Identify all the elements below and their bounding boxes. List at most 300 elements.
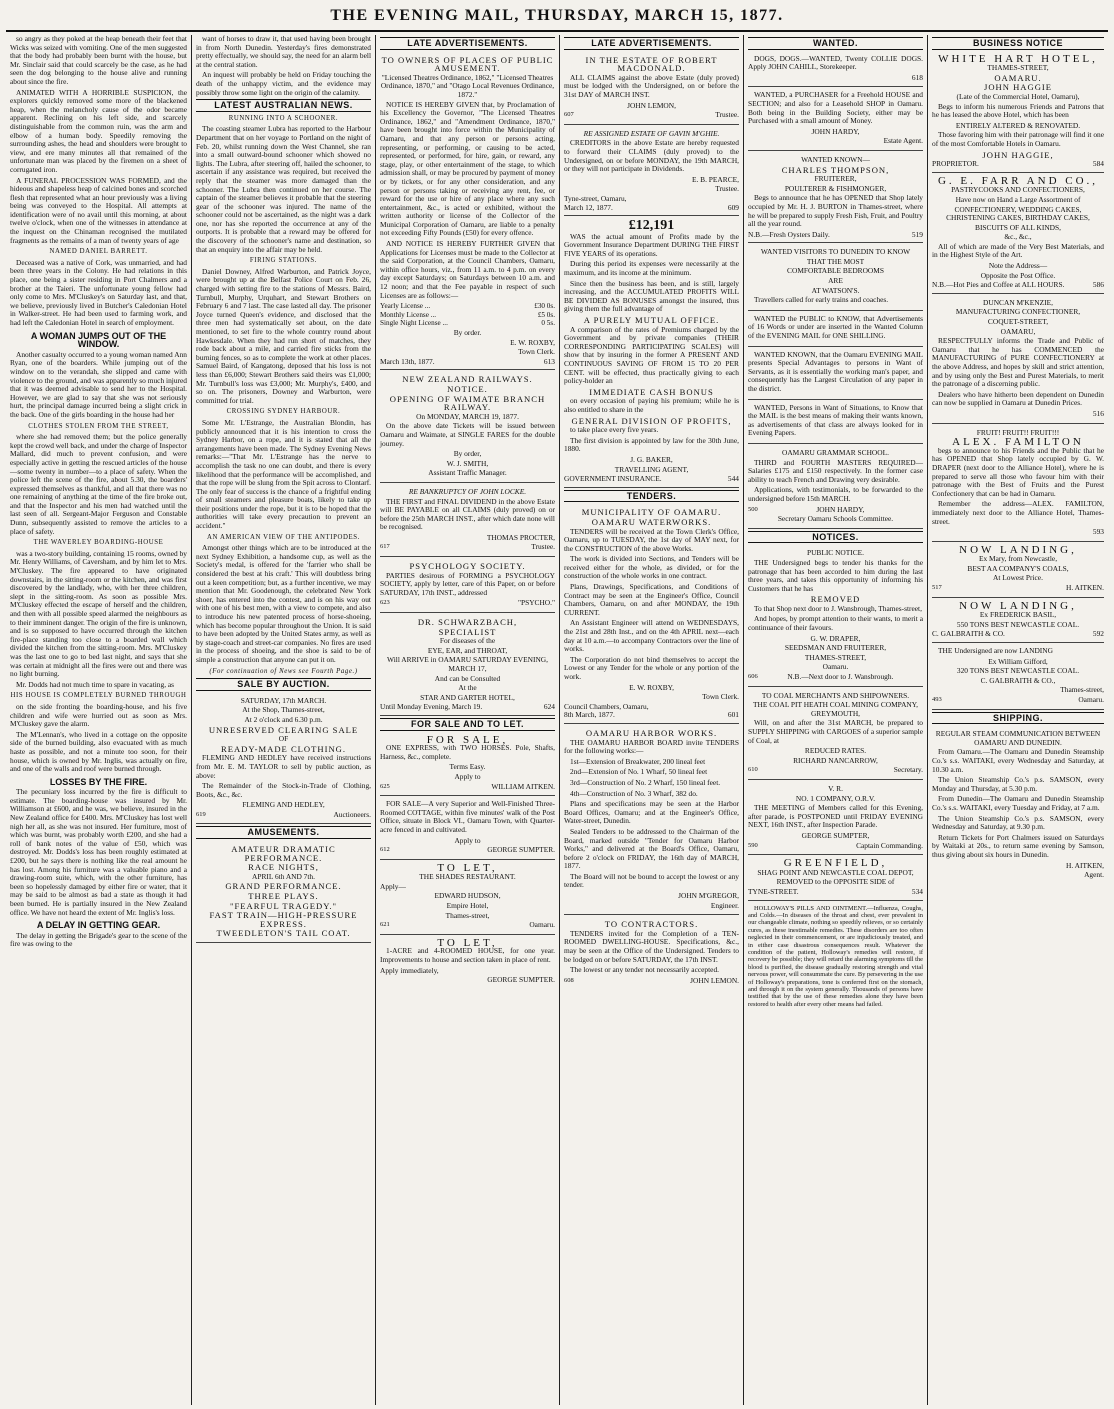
ad-line: By order, — [453, 449, 482, 459]
ad-body: All of which are made of the Very Best Materials, and in the Highest Style of the Art. — [932, 241, 1104, 260]
ad-title: FOR SALE, — [426, 733, 509, 746]
ad-title: NEW ZEALAND RAILWAYS. — [402, 374, 533, 385]
ad-line: Ex Mary, from Newcastle, — [978, 554, 1058, 564]
wanted-advert — [748, 402, 923, 444]
fruit-advert — [932, 426, 1104, 542]
ad-line: Terms Easy. — [449, 762, 486, 772]
ad-number: 534 — [911, 886, 923, 896]
ad-body: ALL CLAIMS against the above Estate (duly proved) must be lodged with the Undersigned, on or before the 31st DAY of MARCH INST. — [564, 72, 739, 99]
article-paragraph: Some Mr. L'Estrange, the Australian Blondin, has publicly announced that it is his intention to cross the Sydney Harbor, on a rope, and it is stated that all the arrangements have been made. The Sydney Evening News remarks:—"That Mr. L'Estrange has the nerve to accomplish the task no one can doubt, and there is every likelihood that the performance will be accomplished, and that the rope will be slung from the Spit across to Clontarf. The only fear of success is the chance of a frightful ending of small steamers and pleasure boats, likely to take up their positions under the rope, but it is to be hoped that the authorities will take every precaution to prevent an accident." — [196, 417, 371, 531]
ad-body: To that Shop next door to J. Wansbrough, Thames-street, — [754, 603, 922, 613]
ad-line: TYNE-STREET. — [748, 886, 799, 896]
ad-list-item: 4th—Construction of No. 3 Wharf, 382 do. — [570, 788, 698, 798]
article-paragraph: ANIMATED WITH A HORRIBLE SUSPICION, the explorers quickly removed some more of the blackened heap, when the melancholy cause of the odor became apparent. Reclining on his left side, and scarcely distinguishable from the common ruin, was the arm and elbow of a human body. Speedily removing the surrounding ashes, the head and shoulders were brought to view, and ere many minutes all that remained of the unfortunate man was placed by the firemen on a sheet of corrugated iron. — [10, 87, 187, 174]
section-header: FOR SALE AND TO LET. — [380, 718, 555, 731]
column-2 — [191, 35, 375, 1405]
article-heading: A WOMAN JUMPS OUT OF THE WINDOW. — [30, 330, 167, 350]
ad-line: Ex FREDERICK BASIL, — [979, 610, 1057, 620]
ad-body: THE Undersigned are now LANDING — [938, 646, 1053, 656]
ad-number: 609 — [727, 202, 739, 212]
ad-title: GREENFIELD, — [783, 857, 888, 870]
ad-line: For diseases of the — [439, 636, 496, 646]
ad-number: 500 — [748, 505, 758, 513]
ad-body: begs to announce to his Friends and the Public that he has OPENED that Shop lately occupied by G. W. DRAPER (next door to the Alliance Hotel), where he is prepared to serve all those who favour him with their patronage with the Best of Fruits and the Purest Confectionery that can be had in Oamaru. — [932, 445, 1104, 498]
contractors-tender — [564, 917, 739, 989]
ad-body: Dealers who have hitherto been dependent on Dunedin can now be supplied in Oamaru at Dunedin Prices. — [932, 389, 1104, 408]
coal-landing-advert — [932, 600, 1104, 643]
coal-landing-advert — [932, 645, 1104, 710]
estate-advert — [564, 127, 739, 216]
wanted-advert — [748, 53, 923, 88]
ad-line: Apply to — [454, 771, 481, 781]
article-paragraph: Daniel Downey, Alfred Warburton, and Patrick Joyce, were brought up at the Belfast Police Court on Feb. 26, charged with setting fire to the stations of Messrs. Baird, Turnbull, Murphy, Urquhart, and Stewart Brothers on February 6 and 7 last. The case lasted all day. The prisoner Joyce turned Queen's evidence, and disclosed that the three men had systematically set about, on the date mentioned, to set fire to the whole country round about Hawkesdale. When they had run short of matches, they rode back about a mile, and carried fire sticks from the burning fences, so as to complete the work at other places. Samuel Baird, of Kangatong, deposed that his loss is not less than £6,000; Stewart Brothers said theirs was £1,000; Mr. Turnbull's loss was £3,000; Mr. Murphy's, £400, and so on. The prisoners, Downey and Warburton, were committed for trial. — [196, 266, 371, 405]
ad-line: MANUFACTURING CONFECTIONER, — [955, 307, 1081, 317]
ad-line: Thames-street, — [445, 910, 490, 920]
article-paragraph: An inquest will probably be held on Friday touching the death of the unhappy victim, and the evidence may possibly throw some light on the origin of the calamity. — [196, 70, 371, 97]
ad-role: Town Clerk. — [518, 347, 555, 357]
ad-line: COQUET-STREET, — [987, 317, 1049, 327]
ad-body: WANTED, Persons in Want of Situations, to Know that the MAIL is the best means of making their wants known, as advertisements of that class are always looked for in Evening Papers. — [748, 402, 923, 438]
column-5 — [743, 35, 927, 1405]
ad-title: WHITE HART HOTEL, — [938, 52, 1098, 65]
theatre-license-advert — [380, 53, 555, 371]
ad-body: 1-ACRE and 4-ROOMED HOUSE, for one year. Improvements to house and section taken in place of rent. — [380, 946, 555, 965]
ad-title: OAMARU WATERWORKS. — [591, 516, 712, 527]
ad-signature: JOHN LEMON. — [690, 975, 739, 985]
article-paragraph: The coasting steamer Lubra has reported to the Harbour Department that on her voyage to Portland on the night of Feb. 20, whilst running down the West Channel, she ran into a small outward-bound schooner which showed no lights. The Lubra, after steering off, hailed the schooner, to ascertain if any assistance was required, but received the reply that the steamer was more damaged than the schooner. The Lubra then continued on her course. The captain of the steamer believes it probable that the steering gear of the schooner was injured. The name of the schooner could not be ascertained, as the night was a dark one, nor has she reported the occurrence at any of the outports. It is probable that a reward may be offered for the discovery of the schooner's name and destination, so that an enquiry into the affair may be held. — [196, 124, 371, 254]
ad-role: PROPRIETOR. — [932, 159, 979, 169]
ad-body: THE MEETING of Members called for this Evening, after parade, is POSTPONED until FRIDAY EVENING NEXT, 16th INST., after Inspection Parade. — [748, 803, 923, 830]
ad-line: Oamaru. — [822, 662, 849, 672]
ad-body: RESPECTFULLY informs the Trade and Public of Oamaru that he has COMMENCED the MANUFACTURING of PURE CONFECTIONERY at the above Address, and hopes by skill and strict attention, and by using only the Best and Purest Materials, to merit the patronage of a discerning public. — [932, 336, 1104, 389]
article-paragraph: so angry as they poked at the heap beneath their feet that Wicks was seized with vomiting. One of the men suggested that the body had probably been burnt with the house, but Mr. Sinclair said that could scarcely be the case, as he had seen the dog belonging to the house alive and running about since the fire. — [10, 35, 187, 86]
ad-line: SATURDAY, 17th MARCH. — [240, 695, 327, 705]
ad-body: Plans and specifications may be seen at the Harbor Board Offices, Oamaru; and at the Engineer's Office, Water-street, Dunedin. — [564, 799, 739, 826]
ad-line: SEEDSMAN AND FRUITERER, — [784, 643, 887, 653]
column-3 — [375, 35, 559, 1405]
article-paragraph: The pecuniary loss incurred by the fire is difficult to estimate. The boarding-house was insured by Mr. Williamson at £600, and he was, we believe, insured in the New Zealand office for £400. Mrs. M'Cluskey has lost well nigh her all, as she was not insured. Her furniture, most of which was burnt, was probably worth £200, and she had a roll of bank notes of the value of £50, which was destroyed. Mr. Dodds's loss has been roughly estimated at £200, but he says there is nothing like the real amount he has lost. Among his furniture was a valuable piano and a drawing-room suite, which, with the other furniture, has been so hopelessly damaged by either fire or water, that it may be said to be almost as bad a state as though it had been burned. He is partially insured in the New Zealand office. We have not heard the extent of Mr. Inglis's loss. — [10, 787, 187, 917]
ad-line: Apply to — [454, 835, 481, 845]
ad-line: "Licensed Theatres Ordinance, 1862," "Licensed Theatres Ordinance, 1870," and "Otago Local Revenues Ordinance, 1872." — [380, 72, 555, 99]
ad-title: "FEARFUL TRAGEDY." — [230, 900, 337, 911]
ad-body: DOGS, DOGS.—WANTED, Twenty COLLIE DOGS. Apply JOHN CAHILL, Storekeeper. — [748, 53, 923, 72]
ad-role: Town Clerk. — [702, 692, 739, 702]
ad-role: Trustee. — [531, 542, 555, 552]
ad-role: Auctioneers. — [333, 809, 371, 819]
psychology-advert — [380, 559, 555, 613]
ad-number: 621 — [380, 921, 390, 929]
ad-line: On MONDAY, MARCH 19, 1877. — [416, 411, 519, 421]
ad-line: BISCUITS OF ALL KINDS, — [975, 222, 1061, 232]
ad-signature: THOMAS PROCTER, — [486, 532, 555, 542]
ad-body: From Dunedin—The Oamaru and Dunedin Steamship Co.'s s.s. WAITAKI, every Tuesday and Friday, at 7 a.m. — [932, 794, 1104, 812]
section-header: TENDERS. — [564, 490, 739, 503]
ad-title: TO LET, — [437, 861, 498, 874]
ad-title: TO CONTRACTORS. — [604, 919, 699, 930]
ad-signature: JOHN HARDY, — [816, 504, 865, 514]
ad-title: TO OWNERS OF PLACES OF PUBLIC AMUSEMENT. — [381, 54, 554, 74]
ad-body: The Board will not be bound to accept the lowest or any tender. — [564, 871, 739, 890]
ad-line: WANTED KNOWN— — [801, 154, 870, 164]
ad-line: TRAVELLING AGENT, — [614, 464, 689, 474]
shipping-advert — [932, 727, 1104, 884]
section-header: LATE ADVERTISEMENTS. — [380, 37, 555, 50]
ad-number: 624 — [543, 702, 555, 712]
ad-body: Return Tickets for Port Chalmers issued on Saturdays by Waitaki at 20s., to return same evening by Samson, thus giving about six hours in Dunedin. — [932, 832, 1104, 859]
ad-line: By order. — [453, 328, 482, 337]
ad-body: WANTED the PUBLIC to KNOW, that Advertisements of 16 Words or under are inserted in the Wanted Column of the EVENING MAIL for ONE SHILLING. — [748, 313, 923, 341]
insurance-advert — [564, 218, 739, 488]
ad-title: SPECIALIST — [438, 626, 497, 637]
harbor-works-tender — [564, 726, 739, 915]
wanted-advert — [748, 153, 923, 243]
ad-line: THE SHADES RESTAURANT. — [419, 872, 516, 882]
ad-line: THAMES-STREET, — [804, 652, 867, 662]
ad-line: ARE — [828, 276, 843, 286]
column-4 — [559, 35, 743, 1405]
section-header: SHIPPING. — [932, 712, 1104, 725]
ad-signature: JOHN HAGGIE, — [982, 149, 1054, 160]
ad-date: March 13th, 1877. — [380, 356, 435, 366]
ad-line: Oamaru. — [1078, 695, 1104, 704]
wanted-advert — [748, 245, 923, 311]
columns — [6, 35, 1108, 1405]
wanted-advert — [748, 313, 923, 347]
ad-number: 613 — [543, 356, 555, 366]
cottage-sale-advert — [380, 798, 555, 860]
ad-line: At the Shop, Thames-street, — [242, 705, 325, 715]
ad-title: JOHN HAGGIE — [983, 82, 1053, 93]
ad-line: OF — [278, 734, 289, 744]
ad-signature: C. GALBRAITH & CO., — [980, 675, 1056, 685]
ad-line: COMFORTABLE BEDROOMS — [787, 266, 884, 276]
estate-advert — [564, 53, 739, 125]
ad-body: An Assistant Engineer will attend on WEDNESDAYS, the 21st and 28th Inst., and on the 4th APRIL next—each day at 10 a.m.—to accompany Contractors over the line of works. — [564, 618, 739, 654]
ad-body: to take place every five years. — [570, 425, 659, 435]
ad-line: Apply immediately, — [380, 965, 439, 975]
ad-body: ONE EXPRESS, with TWO HORSES. Pole, Shafts, Harness, &c., complete. — [380, 743, 555, 761]
coal-depot-advert — [748, 857, 923, 900]
holloway-advert — [748, 903, 923, 1014]
ad-line: Oamaru. — [529, 920, 555, 930]
ad-signature: G. W. DRAPER, — [810, 633, 861, 643]
article-heading: LOSSES BY THE FIRE. — [49, 776, 148, 787]
ad-number: 592 — [1092, 629, 1104, 639]
ad-line: Opposite the Post Office. — [980, 270, 1056, 280]
ad-role: Trustee. — [715, 184, 739, 194]
ad-number: 584 — [1092, 159, 1104, 169]
ad-number: 517 — [932, 584, 942, 592]
ad-line: Thames-street, — [1060, 685, 1104, 695]
ad-body: WANTED KNOWN, that the Oamaru EVENING MAIL presents Special Advantages to persons in Want of Servants, as it is essentially the working man's paper, and consequently has the Largest Circulation of any paper in the district. — [748, 349, 923, 393]
ad-body: THE OAMARU HARBOR BOARD invite TENDERS for the following works:— — [564, 737, 739, 756]
ad-signature: JOHN HARDY, — [811, 126, 860, 136]
ad-signature: H. AITKEN, — [1066, 860, 1104, 870]
ad-line: N.B.—Hot Pies and Coffee at ALL HOURS. — [932, 280, 1065, 290]
ad-signature: W. J. SMITH, — [446, 458, 489, 468]
ad-number: 625 — [380, 782, 390, 790]
ad-title: MUNICIPALITY OF OAMARU. — [581, 507, 722, 518]
article-subhead: CLOTHES STOLEN FROM THE STREET, — [28, 422, 169, 430]
ad-role: Secretary. — [893, 765, 923, 775]
ad-title: A PURELY MUTUAL OFFICE. — [583, 315, 720, 326]
ad-title: AMATEUR DRAMATIC PERFORMANCE. — [231, 844, 336, 863]
ad-line: SHAG POINT AND NEWCASTLE COAL DEPOT, — [757, 867, 914, 877]
section-header: LATEST AUSTRALIAN NEWS. — [196, 99, 371, 112]
ad-title: FAST TRAIN—HIGH-PRESSURE EXPRESS. — [209, 910, 358, 929]
article-heading: A DELAY IN GETTING GEAR. — [36, 920, 161, 931]
for-sale-advert — [380, 734, 555, 797]
ad-body: PARTIES desirous of FORMING a PSYCHOLOGY SOCIETY, apply by letter, care of this Paper, on or before SATURDAY, 17th INST., addressed — [380, 570, 555, 597]
ad-role: Engineer. — [710, 900, 739, 910]
ad-role: Secretary Oamaru Schools Committee. — [777, 514, 894, 524]
ad-line: V. R. — [828, 783, 843, 793]
ad-title: RE BANKRUPTCY OF JOHN LOCKE. — [408, 486, 527, 496]
ad-body: On the above date Tickets will be issued between Oamaru and Waimate, at SINGLE FARES for the double journey. — [380, 421, 555, 448]
ad-body: on every occasion of paying his premium; while he is also entitled to share in the — [564, 396, 739, 414]
ad-body: A comparison of the rates of Premiums charged by the Government and by private companies (THEIR CORRESPONDING PARTICIPATING SCALES) will show that by insuring in the former A PRESENT AND CONTINUOUS SAVING OF FROM 15 TO 20 PER CENT. will be effected, thus practically giving to each policy-holder an — [564, 324, 739, 386]
column-1 — [6, 35, 191, 1405]
ad-title: NOW LANDING, — [959, 599, 1077, 612]
ad-body: Plans, Drawings, Specifications, and Conditions of Contract may be seen at the Engineer's Office, Council Chambers, Oamaru, on and after MONDAY, the 19th CURRENT. — [564, 582, 739, 617]
ad-line: Tyne-street, Oamaru, — [564, 193, 627, 203]
ad-title: OAMARU. — [994, 72, 1042, 83]
article-paragraph: The delay in getting the Brigade's gear to the scene of the fire was owing to the — [10, 930, 187, 949]
ad-date: March 12, 1877. — [564, 202, 613, 212]
article-subhead: AN AMERICAN VIEW OF THE ANTIPODES. — [207, 533, 360, 541]
ad-title: G. E. FARR AND CO., — [937, 174, 1099, 187]
ad-list-item: 3rd—Construction of No. 2 Wharf, 150 lineal feet. — [570, 777, 721, 787]
ad-number: 618 — [911, 72, 923, 82]
ad-title: RACE NIGHTS, — [248, 862, 319, 873]
ad-role: Captain Commanding. — [856, 840, 923, 850]
ad-line: At the — [458, 683, 477, 693]
ad-title: TWEEDLETON'S TAIL COAT. — [216, 928, 351, 939]
ad-list-item: 1st—Extension of Breakwater, 200 lineal feet — [570, 756, 706, 766]
ad-line: (Late of the Commercial Hotel, Oamaru), — [956, 91, 1080, 101]
ad-signature: E. W. ROXBY, — [510, 337, 555, 347]
ad-body: Remember the address—ALEX. FAMILTON, immediately next door to the Alliance Hotel, Thames-street. — [932, 499, 1104, 526]
ad-signature: FLEMING AND HEDLEY, — [242, 800, 325, 810]
ad-line: ENTIRELY ALTERED & RENOVATED. — [955, 120, 1081, 130]
ad-role: Assistant Traffic Manager. — [428, 468, 507, 478]
ad-signature: GEORGE SUMPTER. — [487, 975, 555, 985]
ad-role: Estate Agent. — [883, 136, 923, 146]
ad-body: The Corporation do not bind themselves to accept the Lowest or any Tender for the whole or any portion of the work. — [564, 654, 739, 681]
ad-title: GRAND PERFORMANCE. — [225, 881, 342, 892]
article-subhead: RUNNING INTO A SCHOONER. — [228, 114, 339, 122]
ad-line: WANTED VISITORS TO DUNEDIN TO KNOW — [760, 247, 911, 257]
ad-line: 320 TONS BEST NEWCASTLE COAL. — [956, 666, 1080, 676]
ad-body: THE Undersigned begs to tender his thanks for the patronage that has been accorded to him during the last three years, and takes this opportunity of informing his Customers that he has — [748, 557, 923, 593]
coal-landing-advert — [932, 544, 1104, 598]
railway-advert — [380, 372, 555, 483]
ad-number: 601 — [727, 710, 739, 720]
ad-title: IN THE ESTATE OF ROBERT MACDONALD. — [585, 54, 718, 74]
section-header: LATE ADVERTISEMENTS. — [564, 37, 739, 50]
article-paragraph: was a two-story building, containing 15 rooms, owned by Mr. Henry Williams, of Caversham, and by him let to Mrs. M'Cluskey. The fire appeared to have originated downstairs, in the sitting-room or the kitchen, and was first discovered by the landlady, who, with her three children, slept in the sitting-room. As soon as possible Mrs. M'Cluskey effected the escape of herself and the children, and then with all possible speed alarmed the neighbours as to their imminent danger. The origin of the fire is unknown, and is so supposed to have occurred through the kitchen fire-place standing too close to a boarded wall which divided the kitchen from the sitting-room. Mrs. M'Cluskey was the last one to go to bed last night, and says that she was certain at midnight all the fires were out and there was no light burning. — [10, 548, 187, 679]
ad-number: 519 — [911, 229, 923, 239]
ad-title: PSYCHOLOGY SOCIETY. — [409, 561, 526, 572]
ad-line: THAMES-STREET, — [987, 63, 1049, 73]
ad-body: Those favoring him with their patronage will find it one of the most Comfortable Hotels in Oamaru. — [932, 130, 1104, 148]
ad-title: OAMARU HARBOR WORKS. — [585, 727, 718, 738]
pastrycook-advert — [932, 175, 1104, 294]
ad-title: NOW LANDING, — [959, 543, 1077, 556]
ad-body: The Union Steamship Co.'s p.s. SAMSON, every Monday and Thursday, at 5.30 p.m. — [932, 775, 1104, 793]
ad-line: FRUITERER, — [814, 174, 857, 184]
article-subhead: HIS HOUSE IS COMPLETELY BURNED THROUGH — [10, 692, 187, 700]
ad-signature: RICHARD NANCARROW, — [793, 755, 878, 765]
ad-list-item: 2nd—Extension of No. 1 Wharf, 50 lineal feet — [570, 767, 708, 777]
ad-number: 606 — [748, 673, 758, 681]
ad-line: At Lowest Price. — [993, 573, 1043, 583]
public-notice-advert — [748, 546, 923, 686]
ad-line: Ex William Gifford, — [988, 656, 1048, 666]
section-header: AMUSEMENTS. — [196, 826, 371, 839]
ad-title: OPENING OF WAIMATE BRANCH RAILWAY. — [389, 393, 546, 413]
section-header: WANTED. — [748, 37, 923, 50]
ad-role: Trustee. — [715, 110, 739, 120]
ad-body: The Remainder of the Stock-in-Trade of Clothing, Boots, &c., &c. — [196, 781, 371, 799]
article-paragraph: A FUNERAL PROCESSION WAS FORMED, and the hideous and shapeless heap of calcined bones and scorched flesh that represented what an hour previously was a living being was conveyed to the Hospital. All attempts at identification were of no avail until this morning, at about twelve o'clock, when one of the witnesses in attendance at the inquest on the Chinaman recognised the mutilated fragments as the remains of a man of twenty years of age — [10, 175, 187, 245]
ad-line: GOVERNMENT INSURANCE. — [564, 474, 662, 484]
to-let-advert — [380, 937, 555, 989]
ad-line: AT WATSON'S. — [811, 285, 860, 295]
continuation-note: (For continuation of News see Fourth Page.) — [209, 667, 358, 675]
ad-body: The Union Steamship Co.'s p.s. SAMSON, every Wednesday and Saturday, at 9.30 p.m. — [932, 813, 1104, 832]
ad-line: And can be Consulted — [434, 673, 501, 683]
ad-body: Travellers called for early trains and coaches. — [754, 295, 889, 305]
ad-title: OAMARU GRAMMAR SCHOOL. — [782, 447, 889, 457]
ad-body: WAS the actual amount of Profits made by the Government Insurance Department DURING THE FIRST FIVE YEARS of its operations. — [564, 231, 739, 258]
ad-body: Begs to announce that he has OPENED that Shop lately occupied by Mr. H. J. BURTON in Thames-street, where he will be prepared to supply Fresh Fish, Fruit, and Poultry all the year round. — [748, 193, 923, 229]
ad-line: Will ARRIVE in OAMARU SATURDAY EVENING, MARCH 17, — [387, 655, 548, 673]
ad-body: THIRD and FOURTH MASTERS REQUIRED—Salaries £175 and £150 respectively. In the former case ability to teach French and Drawing very desirable. — [748, 457, 923, 484]
ad-signature: EDWARD HUDSON, — [434, 891, 501, 901]
article-subhead: THE WAVERLEY BOARDING-HOUSE — [33, 539, 164, 547]
ad-line: REDUCED RATES. — [804, 746, 867, 756]
ad-number: 607 — [564, 111, 574, 119]
auction-advert — [196, 694, 371, 825]
ad-number: 619 — [196, 810, 206, 818]
ad-line: Note the Address— — [988, 261, 1048, 271]
article-paragraph: Deceased was a native of Cork, was unmarried, and had been three years in the Colony. He had relations in this place, one being a sister residing in Port Chalmers and a brother at the Taieri. The unfortunate young fellow had only come to Mrs. M'Cluskey's on Saturday last, and that, we believe, previously lived in Butcher's Caledonian Hotel in Walker-street. He had been used to farming work, and had left the Caledonian Hotel in search of employment. — [10, 257, 187, 327]
grammar-school-advert — [748, 446, 923, 529]
ad-line: PASTRYCOOKS AND CONFECTIONERS, — [951, 185, 1085, 195]
ad-title: TO LET, — [437, 936, 498, 949]
hotel-advert — [932, 53, 1104, 173]
column-6 — [927, 35, 1108, 1405]
article-subhead: FIRING STATIONS. — [249, 257, 318, 265]
ad-signature: WILLIAM AITKEN. — [491, 781, 555, 791]
ad-title: CHARLES THOMPSON, — [781, 164, 890, 175]
article-paragraph: Amongst other things which are to be introduced at the next Sydney Exhibition, a handsome cup, as well as the Society's medal, is offered for the 'farrier who shall be considered the best at his craft.' This will doubtless bring out a keen competition; but, as a further incentive, we may mention that Mr. Goodenough, the celebrated New York shoer, has entered into the contest, and is on his way out with one of his best men, with a view to compete, and also to introduce his new patented process of horse-shoeing, which has become popular throughout the Union. It is said to have been adopted by the United States army, as well as by stage-coach and street-car companies. No fires are used in the process of shoeing, and the shoe is said to be of simple a construction that anyone can put it on. — [196, 543, 371, 664]
ad-line: POULTERER & FISHMONGER, — [784, 183, 887, 193]
ad-signature: GEORGE SUMPTER. — [487, 845, 555, 855]
ad-body: AND NOTICE IS HEREBY FURTHER GIVEN that Applications for Licenses must be made to the Collector at the said Corporation, at the Council Chambers, Oamaru, within office hours, viz., from 11 a.m. to 4 p.m. on every day except Saturdays; on Saturdays between 10 a.m. and 12 noon; and that the Fee payable in respect of such Licenses are as follows:— — [380, 239, 555, 300]
ad-body: THE FIRST and FINAL DIVIDEND in the above Estate will BE PAYABLE on all CLAIMS (duly proved) on or before the 25th MARCH INST., after which date none will be recognised. — [380, 496, 555, 532]
ad-number: 617 — [380, 543, 390, 551]
to-let-advert — [380, 862, 555, 935]
confectioner-advert — [932, 296, 1104, 424]
ad-role: Agent. — [1084, 870, 1104, 880]
ad-line: &c., &c., — [1004, 232, 1032, 242]
ad-title: REGULAR STEAM COMMUNICATION BETWEEN OAMARU AND DUNEDIN. — [935, 729, 1101, 747]
ad-title: THREE PLAYS. — [248, 891, 319, 902]
coal-mining-advert — [748, 689, 923, 780]
ad-title: FRUIT! FRUIT!! FRUIT!!! — [976, 427, 1060, 437]
ad-body: WANTED, a PURCHASER for a Freehold HOUSE and SECTION; and also for a Leasehold SHOP in Oamaru. Both being in the Building Society, either may be Purchased with a small amount of Money. — [748, 90, 923, 126]
amusement-advert — [196, 842, 371, 943]
ad-signature: E. W. ROXBY, — [629, 682, 674, 692]
ad-body: TENDERS invited for the Completion of a TEN-ROOMED DWELLING-HOUSE. Specifications, &c., may be seen at the Office of the Undersigned. Tenders to be lodged on or before SATURDAY, the 17th INST. — [564, 928, 739, 964]
article-subhead: CROSSING SYDNEY HARBOUR. — [226, 408, 341, 416]
ad-body: Applications, with testimonials, to be forwarded to the undersigned before 15th MARCH. — [748, 485, 923, 503]
article-paragraph: Mr. Dodds had not much time to spare in vacating, as — [16, 679, 175, 689]
ad-body: The work is divided into Sections, and Tenders will be received either for the whole, as divided, or for the construction of the whole works in one contract. — [564, 554, 739, 581]
ad-body: During this period its expenses were necessarily at the maximum, and its income at the minimum. — [564, 259, 739, 278]
ad-line: BEST AA COMPANY'S COALS, — [967, 563, 1069, 573]
waterworks-tender — [564, 505, 739, 724]
ad-signature: "PSYCHO." — [517, 598, 555, 608]
ad-title: UNRESERVED CLEARING SALE — [208, 724, 359, 735]
ad-body: HOLLOWAY'S PILLS AND OINTMENT.—Influenza, Coughs, and Colds.—In diseases of the throat and chest, ever prevalent in our changeable climate, nothing so speedily relieves, or so certainly cures, as these inestimable remedies. These disorders are too often neglected in their commencement, or are injudiciously treated, and in either case disastrous consequences result. Whatever the condition of the patient, Holloway's remedies will restore, if recovery be possible; they will retard the alarming symptoms till the blood is purified, the disease gradually restoring strength and vital nervous power, will consummate the cure. By persevering in the use of Holloway's preparations, tone is conferred first on the stomach, and through it on the system generally. Thousands of persons have testified that by the use of these remedies alone they have been restored to health after every other means had failed. — [748, 904, 923, 1008]
ad-number: 516 — [1092, 408, 1104, 418]
article-paragraph: on the side fronting the boarding-house, and his five children and wife were hurried out as soon as Mrs. M'Cluskey gave the alarm. — [10, 701, 187, 729]
ad-line: REMOVED to the OPPOSITE SIDE of — [776, 877, 895, 887]
ad-line: STAR AND GARTER HOTEL, — [420, 692, 515, 702]
article-paragraph: want of horses to draw it, that used having been brought in from North Dunedin. Yesterday's fires demonstrated pretty effectually, we should say, the need for an alarm bell at the central station. — [196, 35, 371, 69]
ad-number: 544 — [727, 474, 739, 484]
ad-number: 586 — [1092, 280, 1104, 290]
ad-number: 608 — [564, 976, 574, 984]
ad-line: THE COAL PIT HEATH COAL MINING COMPANY, GREYMOUTH, — [753, 700, 918, 718]
ad-signature: H. AITKEN. — [1066, 583, 1104, 593]
ad-title: NOTICE. — [447, 383, 488, 394]
ad-line: N.B.—Next door to J. Wansbrough. — [787, 672, 894, 682]
ad-line: NO. 1 COMPANY, O.R.V. — [795, 793, 876, 803]
ad-title: RE ASSIGNED ESTATE OF GAVIN M'GHIE. — [583, 128, 720, 138]
article-subhead: NAMED DANIEL BARRETT. — [49, 248, 148, 256]
ad-body: Since then the business has been, and is still, largely increasing, and the ACCUMULATED PROFITS WILL BE DIVIDED AS BONUSES amongst the insured, thus giving them the full advantage of — [564, 278, 739, 314]
ad-body: CREDITORS in the above Estate are hereby requested to forward their CLAIMS (duly proved) to the Undersigned, on or before MONDAY, the 19th MARCH, or they will not participate in Dividends. — [564, 138, 739, 174]
ad-line: At 2 o'clock and 6.30 p.m. — [244, 714, 323, 724]
ad-body: NOTICE IS HEREBY GIVEN that, by Proclamation of his Excellency the Governor, "The Licensed Theatres Ordinance, 1862," and "Amendment Ordinance, 1870," have been brought into force within the Municipality of Oamaru, and that any person or persons acting, representing, or performing, or causing to be acted, represented, or performed, for hire, gain, or reward, any stage, play, or other entertainment of the stage, to which admission shall, or may be procured by payment of money or by tickets, or for any other consideration, and any person or persons taking or receiving any rent, fee, or reward for the use or hire of any place where any such entertainment, &c., is acted or exhibited, without the written authority or license of the Collector of the Municipal Corporation of Oamaru, are liable to a penalty not exceeding Fifty Pounds (£50) for every offence. — [380, 99, 555, 238]
ad-signature: C. GALBRAITH & CO. — [932, 629, 1005, 639]
ad-body: TENDERS will be received at the Town Clerk's Office, Oamaru, up to TUESDAY, the 1st day of MAY next, for the CONSTRUCTION of the above Works. — [564, 526, 739, 553]
article-paragraph: The M'Lennan's, who lived in a cottage on the opposite side of the burned building, also evacuated with as much haste as possible, and not a minute too soon, for their house, which is owned by Mr. Inglis, was actually on fire, and one of the walls and roof were burned through. — [10, 729, 187, 774]
specialist-advert — [380, 615, 555, 716]
ad-line: Have now on Hand a Large Assortment of — [955, 194, 1081, 204]
ad-body: Sealed Tenders to be addressed to the Chairman of the Board, marked outside "Tender for Oamaru Harbor Works," and delivered at the Board's Office, Oamaru, before 2 o'clock on FRIDAY, the 16th day of MARCH, 1877. — [564, 826, 739, 871]
section-header: NOTICES. — [748, 531, 923, 544]
ad-title: ALEX. FAMILTON — [952, 436, 1084, 449]
ad-body: FOR SALE—A very Superior and Well-Finished Three-Roomed COTTAGE, within five minutes' walk of the Post Office, situate in Block VI., Oamaru Town, with Quarter-acre fenced in and cultivated. — [380, 799, 555, 834]
ad-body: From Oamaru.—The Oamaru and Dunedin Steamship Co.'s s.s. WAITAKI, every Wednesday and Saturday, at 10.30 a.m. — [932, 747, 1104, 774]
ad-body: And hopes, by prompt attention to their wants, to merit a continuance of their favours. — [748, 614, 923, 633]
ad-body: FLEMING AND HEDLEY have received instructions from Mr. E. M. TAYLOR to sell by public auction, as above: — [196, 753, 371, 780]
ad-line: APRIL 6th AND 7th. — [252, 871, 315, 881]
ad-title: REMOVED — [810, 594, 861, 605]
section-header: BUSINESS NOTICE — [932, 37, 1104, 50]
ad-number: 610 — [748, 766, 758, 774]
bankruptcy-advert — [380, 485, 555, 557]
ad-line: CONFECTIONERY, WEDDING CAKES, CHRISTENING CAKES, BIRTHDAY CAKES, — [946, 204, 1090, 223]
ad-number: 612 — [380, 846, 390, 854]
wanted-advert — [748, 89, 923, 151]
ad-line: Council Chambers, Oamaru, — [564, 701, 649, 711]
